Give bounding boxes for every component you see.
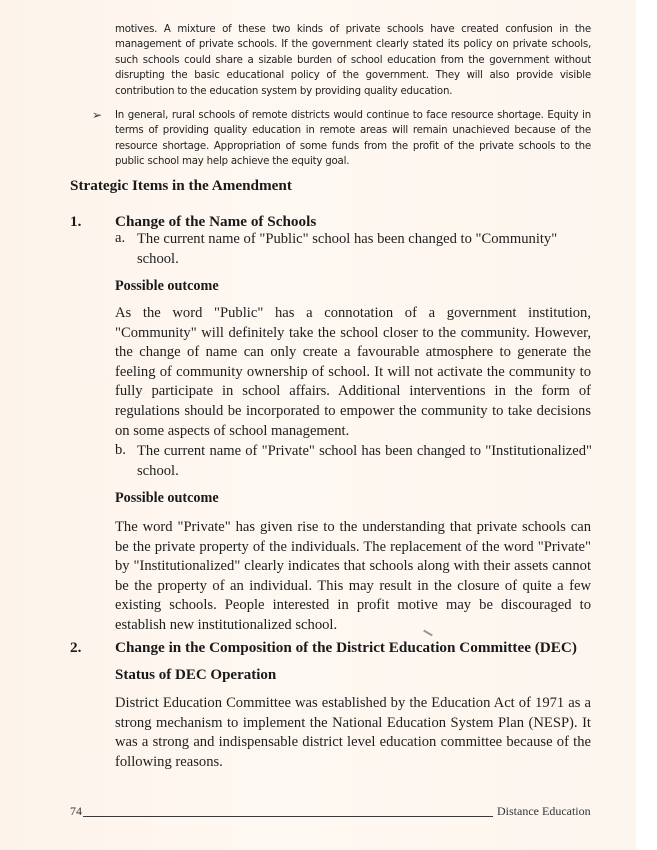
sub-item-b-text: The current name of "Private" school has been changed to "Institutionalized" school. xyxy=(137,443,592,479)
possible-outcome-heading-b: Possible outcome xyxy=(115,490,219,506)
item-2-title: Change in the Composition of the District Education Committee (DEC) xyxy=(115,639,577,656)
sub-item-b-label: b. xyxy=(115,442,126,458)
bullet-paragraph: In general, rural schools of remote districts would continue to face resource shortage. Equity in terms of providing quality education in remote areas will remain unachieved because of the resource shortage. Appropriation of some funds from the profit of the private schools to the public school may help achieve the equity goal. xyxy=(115,110,591,168)
footer-rule xyxy=(83,816,493,817)
possible-outcome-text-a: As the word "Public" has a connotation of a government institution, "Community" will definitely take the school closer to the community. However, the change of name can only create a favourable atmosphere to generate the feeling of community ownership of school. It will not activate the community to fully participate in school affairs. Additional interventions in the form of regulations should be incorporated to empower the community to take decisions on some aspects of school management. xyxy=(115,305,591,439)
dec-paragraph: District Education Committee was established by the Education Act of 1971 as a strong mechanism to implement the National Education System Plan (NESP). It was a strong and indispensable district level education committee because of the following reasons. xyxy=(115,695,591,770)
sub-item-a-text: The current name of "Public" school has been changed to "Community" school. xyxy=(137,231,558,267)
status-subheading: Status of DEC Operation xyxy=(115,667,277,683)
section-heading: Strategic Items in the Amendment xyxy=(70,177,292,194)
running-title: Distance Education xyxy=(497,804,591,818)
sub-item-a-label: a. xyxy=(115,230,126,246)
item-1-title: Change of the Name of Schools xyxy=(115,213,317,230)
possible-outcome-heading-a: Possible outcome xyxy=(115,278,219,294)
item-1-number: 1. xyxy=(70,213,82,230)
arrow-bullet-icon: ➢ xyxy=(92,108,103,122)
page-number: 74 xyxy=(70,804,82,818)
paragraph-continuation: motives. A mixture of these two kinds of private schools have created confusion in the management of private schools. If the government clearly stated its policy on private schools, such schools could share a sizable burden of school education from the government without disrupting the basic educational policy of the government. They will also provide visible contribution to the education system by providing quality education. xyxy=(115,24,591,97)
item-2-number: 2. xyxy=(70,639,82,656)
possible-outcome-text-b: The word "Private" has given rise to the understanding that private schools can be the private property of the individuals. The replacement of the word "Private" by "Institutionalized" clearly indicates that schools along with their assets cannot be the property of an individual. This may result in the closure of quite a few existing schools. People interested in profit motive may be discouraged to establish new institutionalized school. xyxy=(115,519,591,633)
